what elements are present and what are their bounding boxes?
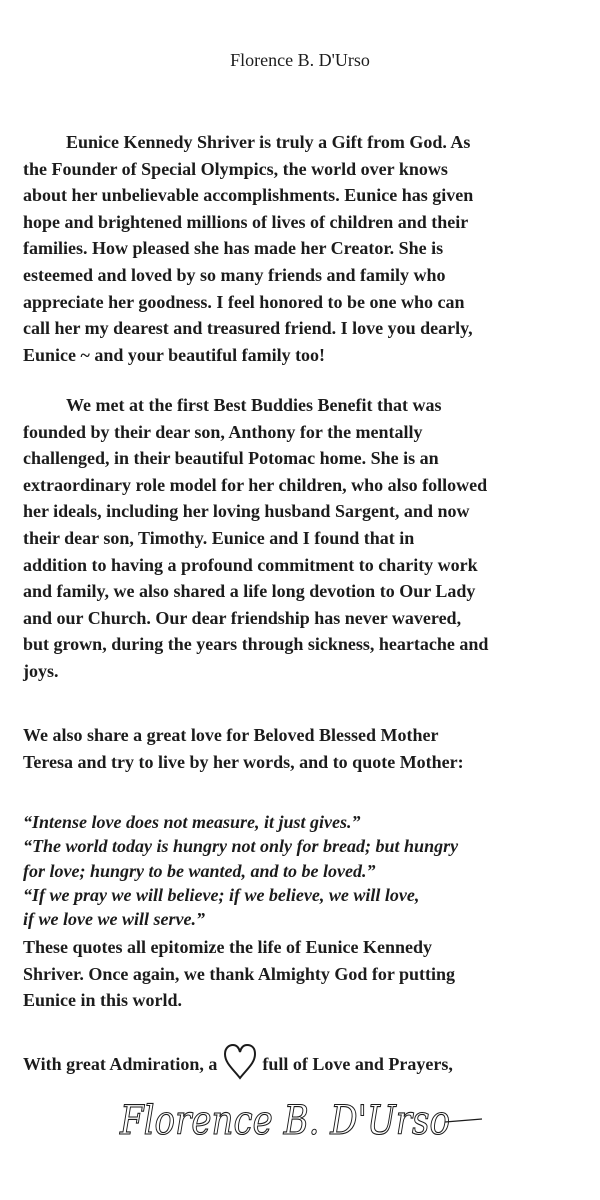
text-line: but grown, during the years through sickness, heartache and xyxy=(23,634,489,655)
text-line: challenged, in their beautiful Potomac home. She is an xyxy=(23,448,439,469)
closing-line xyxy=(23,1044,593,1074)
quote-line: if we love we will serve.” xyxy=(23,909,205,930)
text-line: the Founder of Special Olympics, the world over knows xyxy=(23,158,448,179)
quote-line: for love; hungry to be wanted, and to be loved.” xyxy=(23,860,376,881)
text-line: hope and brightened millions of lives of children and their xyxy=(23,211,469,232)
text-line: esteemed and loved by so many friends and family who xyxy=(23,264,446,285)
quotes-block xyxy=(23,810,593,931)
handwritten-signature xyxy=(110,1082,510,1162)
text-line: We met at the first Best Buddies Benefit that was xyxy=(66,395,442,415)
text-line: These quotes all epitomize the life of Eunice Kennedy xyxy=(23,937,432,957)
quote-line: “Intense love does not measure, it just gives.” xyxy=(23,812,361,832)
text-line: Teresa and try to live by her words, and to quote Mother: xyxy=(23,751,464,772)
svg-text:Florence B. D'Urso: Florence B. D'Urso xyxy=(119,1098,450,1144)
paragraph-tribute xyxy=(23,129,593,368)
text-line: founded by their dear son, Anthony for the mentally xyxy=(23,421,423,442)
text-line: her ideals, including her loving husband Sargent, and now xyxy=(23,501,470,522)
heart-outline-icon xyxy=(223,1044,257,1080)
text-line: Shriver. Once again, we thank Almighty God for putting xyxy=(23,963,456,984)
text-line: and our Church. Our dear friendship has never wavered, xyxy=(23,607,462,628)
closing-text-end: full of Love and Prayers, xyxy=(262,1054,453,1074)
text-line: extraordinary role model for her children, who also followed xyxy=(23,474,488,495)
text-line: We also share a great love for Beloved Blessed Mother xyxy=(23,725,439,745)
text-line: and family, we also shared a life long devotion to Our Lady xyxy=(23,581,476,602)
text-line: appreciate her goodness. I feel honored to be one who can xyxy=(23,291,465,312)
paragraph-conclusion xyxy=(23,934,593,1014)
letter-title: Florence B. D'Urso xyxy=(230,50,370,70)
text-line: their dear son, Timothy. Eunice and I found that in xyxy=(23,527,415,548)
text-line: Eunice Kennedy Shriver is truly a Gift from God. As xyxy=(66,132,471,152)
text-line: Eunice in this world. xyxy=(23,990,183,1011)
text-line: joys. xyxy=(23,660,59,681)
text-line: call her my dearest and treasured friend. I love you dearly, xyxy=(23,318,473,339)
text-line: families. How pleased she has made her Creator. She is xyxy=(23,238,444,259)
closing-text-start: With great Admiration, a xyxy=(23,1054,218,1074)
paragraph-mother-teresa xyxy=(23,722,593,775)
quote-line: “If we pray we will believe; if we believe, we will love, xyxy=(23,884,420,905)
paragraph-meeting xyxy=(23,392,593,685)
text-line: addition to having a profound commitment to charity work xyxy=(23,554,478,575)
quote-line: “The world today is hungry not only for bread; but hungry xyxy=(23,836,459,857)
text-line: Eunice ~ and your beautiful family too! xyxy=(23,344,326,365)
text-line: about her unbelievable accomplishments. Eunice has given xyxy=(23,185,474,206)
